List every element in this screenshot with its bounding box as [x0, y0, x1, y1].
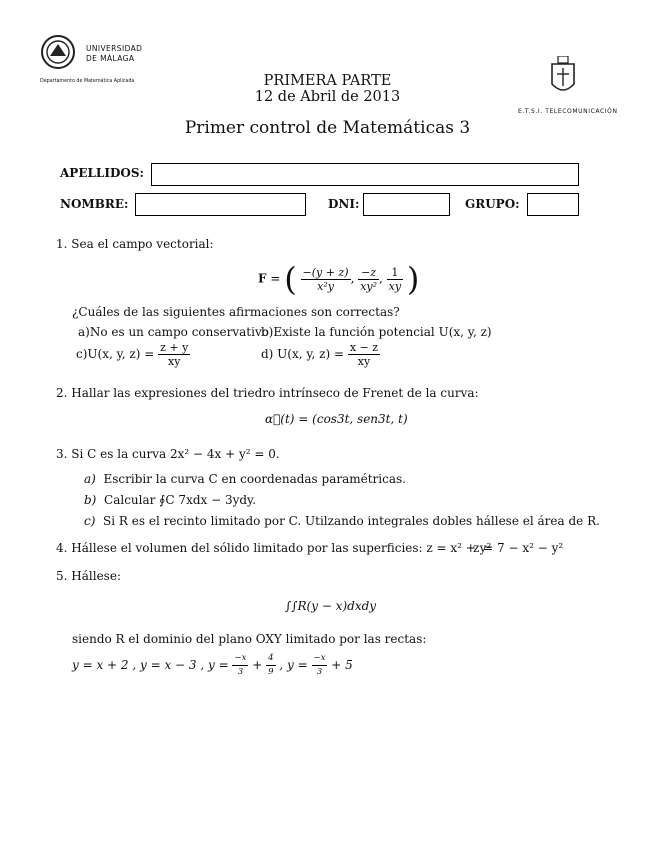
option-d: d) U(x, y, z) = $\frac{x - z}{xy}$ — [261, 341, 379, 368]
question-5 — [56, 568, 121, 584]
question-3 — [56, 446, 280, 462]
question-5-domain: siendo R el dominio del plano OXY limitado por las rectas: — [72, 632, 427, 646]
question-3a: a) Escribir la curva C en coordenadas paramétricas. — [84, 472, 406, 486]
option-c: c)U(x, y, z) = $\frac{z + y}{xy}$ — [76, 341, 189, 368]
question-number: 4. — [56, 541, 68, 555]
question-number: 3. — [56, 447, 68, 461]
question-text: Sea el campo vectorial: — [71, 237, 214, 251]
question-4 — [56, 540, 491, 556]
question-text: Hállese: — [71, 569, 121, 583]
university-logo-icon — [40, 34, 76, 70]
department-name: Departamento de Matemática Aplicada — [40, 79, 135, 84]
dni-field[interactable] — [363, 193, 450, 216]
question-text: Hállese el volumen del sólido limitado por las superficies: z = x² + y² — [71, 541, 492, 555]
vector-field-formula: F = ( $\frac{-(y + z)}{\text{x²y}}$ , $\frac{-z}{\text{xy²}}$ , $\frac{1}{xy}$ ) — [258, 260, 420, 298]
curve-formula: α⃗(t) = (cos3t, sen3t, t) — [265, 412, 408, 426]
question-1 — [56, 236, 214, 252]
apellidos-label: APELLIDOS: — [60, 166, 144, 180]
question-text: Hallar las expresiones del triedro intrínseco de Frenet de la curva: — [71, 386, 479, 400]
question-3b: b) Calcular ∮C 7xdx − 3ydy. — [84, 493, 257, 507]
nombre-field[interactable] — [135, 193, 306, 216]
exam-title: Primer control de Matemáticas 3 — [184, 118, 471, 138]
question-number: 1. — [56, 237, 68, 251]
option-a: a)No es un campo conservativo — [78, 325, 269, 339]
school-name: E.T.S.I. TELECOMUNICACIÓN — [518, 108, 618, 115]
grupo-field[interactable] — [527, 193, 579, 216]
option-b: b)Existe la función potencial U(x, y, z) — [261, 325, 492, 339]
dni-label: DNI: — [328, 197, 360, 211]
question-3c: c) Si R es el recinto limitado por C. Utilzando integrales dobles hállese el área de R. — [84, 514, 600, 528]
question-number: 2. — [56, 386, 68, 400]
exam-part: PRIMERA PARTE — [263, 73, 392, 89]
double-integral: ∫∫R(y − x)dxdy — [285, 599, 377, 613]
nombre-label: NOMBRE: — [60, 197, 129, 211]
university-name: UNIVERSIDAD DE MÁLAGA — [86, 44, 143, 63]
exam-date: 12 de Abril de 2013 — [254, 89, 401, 105]
question-4-surface-2: z = 7 − x² − y² — [473, 541, 564, 555]
question-1-prompt: ¿Cuáles de las siguientes afirmaciones son correctas? — [72, 305, 400, 319]
boundary-lines: y = x + 2 , y = x − 3 , y = $\frac{-x}{3}$ + $\frac{4}{9}$ , y = $\frac{-x}{3}$ + 5 — [72, 653, 353, 677]
grupo-label: GRUPO: — [465, 197, 520, 211]
apellidos-field[interactable] — [151, 163, 579, 186]
question-number: 5. — [56, 569, 68, 583]
question-text: Si C es la curva 2x² − 4x + y² = 0. — [71, 447, 280, 461]
question-2 — [56, 385, 479, 401]
